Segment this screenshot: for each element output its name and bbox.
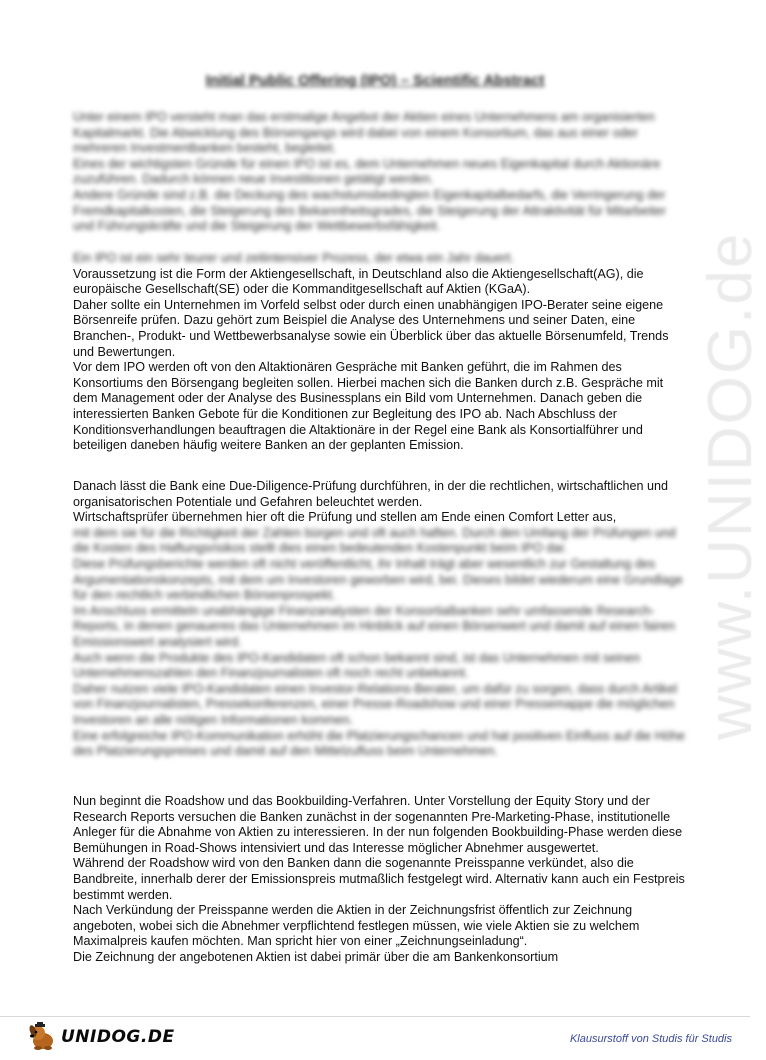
section-roadshow <box>73 794 688 966</box>
paragraph: mit dem sie für die Richtigkeit der Zahlen bürgen und oft auch haften. Durch den Umfang der Prüfungen und die Kosten des Haftungsrisikos stellt dies einen bedeutenden Kostenpunkt beim IPO dar. <box>73 525 676 556</box>
paragraph: Nun beginnt die Roadshow und das Bookbuilding-Verfahren. Unter Vorstellung der Equity Story und der Research Reports versuchen die Banken zunächst in der sogenannten Pre-Marketing-Phase, institutionelle Anleger für die Abnahme von Aktien zu interessieren. In der nun folgenden Bookbuilding-Phase werden diese Bemühungen in Road-Shows intensiviert und das Interesse möglicher Abnehmer ausgewertet. <box>73 794 683 855</box>
paragraph: Danach lässt die Bank eine Due-Diligence-Prüfung durchführen, in der die rechtlichen, wirtschaftlichen und organisatorischen Potentiale und Gefahren beleuchtet werden. <box>73 479 669 509</box>
dog-icon <box>25 1022 59 1052</box>
paragraph: Diese Prüfungsberichte werden oft nicht veröffentlicht, ihr Inhalt trägt aber wesentlich zur Gestaltung des Argumentationskonzepts, mit dem um Investoren geworben wird, bei. Dieses bildet wiederum eine Grundlage für den rechtlich verbindlichen Börsenprospekt. <box>73 556 683 603</box>
section-due-diligence <box>73 479 688 760</box>
paragraph: Auch wenn die Produkte des IPO-Kandidaten oft schon bekannt sind, ist das Unternehmen mit seinen Unternehmenszahlen den Finanzjournalisten oft noch recht unbekannt. <box>73 650 641 681</box>
paragraph: Daher sollte ein Unternehmen im Vorfeld selbst oder durch einen unabhängigen IPO-Berater seine eigene Börsenreife prüfen. Dazu gehört zum Beispiel die Analyse des Unternehmens und seiner Daten, eine Branchen-, Produkt- und Wettbewerbsanalyse sowie ein Überblick über das aktuelle Börsenumfeld, Trends und Bewertungen. <box>73 297 669 359</box>
section-requirements <box>73 251 688 454</box>
paragraph: Voraussetzung ist die Form der Aktiengesellschaft, in Deutschland also die Aktiengesellschaft(AG), die europäische Gesellschaft(SE) oder die Kommanditgesellschaft auf Aktien (KGaA). <box>73 266 644 297</box>
paragraph: Die Zeichnung der angebotenen Aktien ist dabei primär über die am Bankenkonsortium <box>73 949 559 964</box>
watermark: www.UNIDOG.de <box>696 231 765 740</box>
paragraph: Andere Gründe sind z.B. die Deckung des wachstumsbedingten Eigenkapitalbedarfs, die Verringerung der Fremdkapitalkosten, die Steigerung des Bekanntheitsgrades, die Steigerung der Attraktivität für Mitarbeiter und Führungskräfte und die Steigerung der Wettbewerbsfähigkeit. <box>73 187 666 234</box>
paragraph-blurred: Ein IPO ist ein sehr teurer und zeitintensiver Prozess, der etwa ein Jahr dauert. <box>73 251 514 265</box>
logo-text: UNIDOG.DE <box>61 1027 175 1047</box>
paragraph: Daher nutzen viele IPO-Kandidaten einen Investor-Relations-Berater, um dafür zu sorgen, dass durch Artikel von Finanzjournalisten, Pressekonferenzen, einer Presse-Roadshow und einer Pressemappe die möglichen Investoren an alle nötigen Informationen kommen. <box>73 681 678 727</box>
paragraph: Vor dem IPO werden oft von den Altaktionären Gespräche mit Banken geführt, die im Rahmen des Konsortiums den Börsengang begleiten sollen. Hierbei machen sich die Banken durch z.B. Gespräche mit dem Management oder der Analyse des Businessplans ein Bild vom Unternehmen. Danach geben die interessierten Banken Gebote für die Konditionen zur Begleitung des IPO ab. Nach Abschluss der Konditionsverhandlungen beauftragen die Altaktionäre in der Regel eine Bank als Konsortialführer und beteiligen daneben häufig weitere Banken an der geplanten Emission. <box>73 360 664 453</box>
paragraph: Nach Verkündung der Preisspanne werden die Aktien in der Zeichnungsfrist öffentlich zur Zeichnung angeboten, wobei sich die Abnehmer verpflichtend festlegen müssen, wie viele Aktien sie zu welchem Maximalpreis kaufen möchten. Man spricht hier von einer „Zeichnungseinladung“. <box>73 903 640 949</box>
paragraph: Unter einem IPO versteht man das erstmalige Angebot der Aktien eines Unternehmens am organisierten Kapitalmarkt. Die Abwicklung des Börsengangs wird dabei von einem Konsortium, das aus einer oder mehreren Investmentbanken besteht, begleitet. <box>73 110 655 156</box>
footer-divider <box>0 1016 750 1017</box>
paragraph: Eines der wichtigsten Gründe für einen IPO ist es, dem Unternehmen neues Eigenkapital durch Aktionäre zuzuführen. Dadurch können neue Investitionen getätigt werden. <box>73 156 661 187</box>
footer-tagline: Klausurstoff von Studis für Studis <box>569 1033 732 1045</box>
paragraph: Während der Roadshow wird von den Banken dann die sogenannte Preisspanne verkündet, also die Bandbreite, innerhalb derer der Emissionspreis mutmaßlich festgelegt wird. Alternativ kann auch ein Festpreis bestimmt werden. <box>73 856 685 902</box>
paragraph: Im Anschluss ermitteln unabhängige Finanzanalysten der Konsortialbanken sehr umfassende Research-Reports, in denen genaueres das Unternehmen im Hinblick auf einen Börsenwert und damit auf einen fairen Emissionswert analysiert wird. <box>73 603 676 649</box>
paragraph: Wirtschaftsprüfer übernehmen hier oft die Prüfung und stellen am Ende einen Comfort Letter aus, <box>73 510 617 525</box>
paragraph: Eine erfolgreiche IPO-Kommunikation erhöht die Platzierungschancen und hat positiven Einfluss auf die Höhe des Platzierungspreises und damit auf den Mittelzufluss beim Unternehmen. <box>73 728 685 759</box>
document-title: Initial Public Offering (IPO) – Scientific Abstract <box>205 72 545 89</box>
blurred-intro <box>73 110 688 235</box>
unidog-logo <box>25 1020 175 1054</box>
blurred-section <box>73 526 688 760</box>
